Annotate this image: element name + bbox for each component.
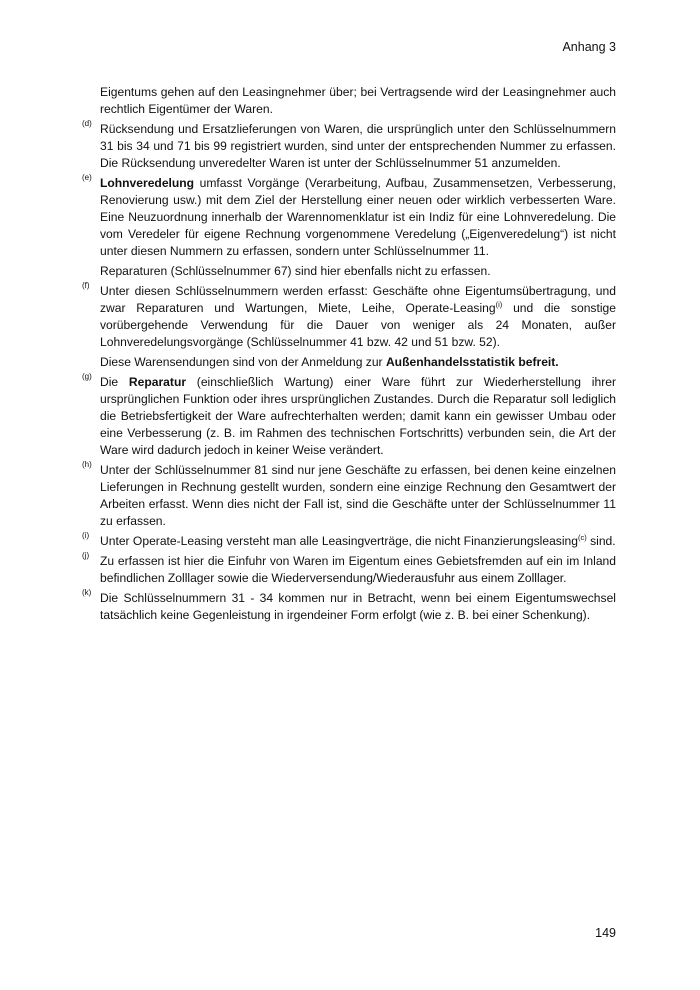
note-marker: (g) bbox=[82, 372, 92, 381]
note-e bbox=[82, 173, 616, 280]
note-marker: (d) bbox=[82, 119, 92, 128]
note-text-continued: Diese Warensendungen sind von der Anmeldung zur Außenhandelsstatistik befreit. bbox=[100, 355, 559, 369]
note-term: Lohnveredelung bbox=[100, 176, 195, 190]
note-text: Die Reparatur (einschließlich Wartung) einer Ware führt zur Wiederherstellung ihrer ursprünglichen Funktion oder ihres ursprünglichen Zustandes. Durch die Reparatur soll lediglich die Betriebsfertigkeit der Ware aufrechterhalten werden; damit kann ein gewisser Umbau oder eine Verbesserung (z. B. im Rahmen des technischen Fortschritts) verbunden sein, die Art der Ware wird dadurch jedoch in keiner Weise verändert. bbox=[100, 375, 616, 457]
note-d bbox=[82, 119, 616, 172]
intro-paragraph: Eigentums gehen auf den Leasingnehmer über; bei Vertragsende wird der Leasingnehmer auch rechtlich Eigentümer der Waren. bbox=[100, 85, 616, 116]
footnotes-content bbox=[82, 84, 616, 627]
note-marker: (h) bbox=[82, 460, 92, 469]
note-term: Reparatur bbox=[128, 375, 187, 389]
note-text: Zu erfassen ist hier die Einfuhr von Waren im Eigentum eines Gebietsfremden auf ein im Inland befindlichen Zolllager sowie die Wiederversendung/Wiederausfuhr aus einem Zolllager. bbox=[100, 554, 616, 585]
note-text: Die Schlüsselnummern 31 - 34 kommen nur in Betracht, wenn bei einem Eigentumswechsel tatsächlich keine Gegenleistung in irgendeiner Form erfolgt (wie z. B. bei einer Schenkung). bbox=[100, 591, 616, 622]
footnote-reference: (c) bbox=[577, 533, 587, 542]
note-marker: (f) bbox=[82, 281, 90, 290]
note-text: Rücksendung und Ersatzlieferungen von Waren, die ursprünglich unter den Schlüsselnummern 31 bis 34 und 71 bis 99 registriert wurden, sind unter der entsprechenden Nummer zu erfassen. Die Rücksendung unveredelter Waren ist unter der Schlüsselnummer 51 anzumelden. bbox=[100, 122, 616, 170]
note-text-continued: Reparaturen (Schlüsselnummer 67) sind hier ebenfalls nicht zu erfassen. bbox=[100, 264, 491, 278]
note-h bbox=[82, 460, 616, 530]
note-k bbox=[82, 588, 616, 624]
note-text: Unter der Schlüsselnummer 81 sind nur jene Geschäfte zu erfassen, bei denen keine einzelnen Lieferungen in Rechnung gestellt wurden, sondern eine einzige Rechnung den Gesamtwert der Arbeiten erfasst. Wenn dies nicht der Fall ist, sind die Geschäfte unter der Schlüsselnummer 11 zu erfassen. bbox=[100, 463, 616, 528]
note-marker: (e) bbox=[82, 173, 92, 182]
page-number: 149 bbox=[595, 926, 616, 940]
note-j bbox=[82, 551, 616, 587]
note-f bbox=[82, 281, 616, 371]
note-text: Unter diesen Schlüsselnummern werden erfasst: Geschäfte ohne Eigentumsübertragung, und zwar Reparaturen und Wartungen, Miete, Leihe, Operate-Leasing$^{(i)}$ und die sonstige vorübergehende Verwendung für die Dauer von weniger als 24 Monaten, außer Lohnveredelungsvorgänge (Schlüsselnummer 41 bzw. 42 und 51 bzw. 52). bbox=[100, 284, 616, 349]
footnote-reference: (i) bbox=[495, 300, 503, 309]
note-i bbox=[82, 531, 616, 550]
note-marker: (i) bbox=[82, 531, 90, 540]
note-g bbox=[82, 372, 616, 459]
note-text: Unter Operate-Leasing versteht man alle Leasingverträge, die nicht Finanzierungsleasing$^{(c)}$ sind. bbox=[100, 533, 616, 548]
note-text: Lohnveredelung umfasst Vorgänge (Verarbeitung, Aufbau, Zusammensetzen, Verbesserung, Renovierung usw.) mit dem Ziel der Herstellung einer neuen oder wirklich verbesserten Ware. Eine Neuzuordnung innerhalb der Warennomenklatur ist ein Indiz für eine Lohnveredelung. Die vom Veredeler für eigene Rechnung vorgenommene Veredelung („Eigenveredelung“) ist nicht unter diesen Nummern zu erfassen, sondern unter Schlüsselnummer 11. bbox=[100, 176, 616, 258]
note-emphasis: Außenhandelsstatistik befreit. bbox=[385, 355, 559, 369]
page-header: Anhang 3 bbox=[562, 40, 616, 54]
note-marker: (k) bbox=[82, 588, 92, 597]
note-marker: (j) bbox=[82, 551, 90, 560]
